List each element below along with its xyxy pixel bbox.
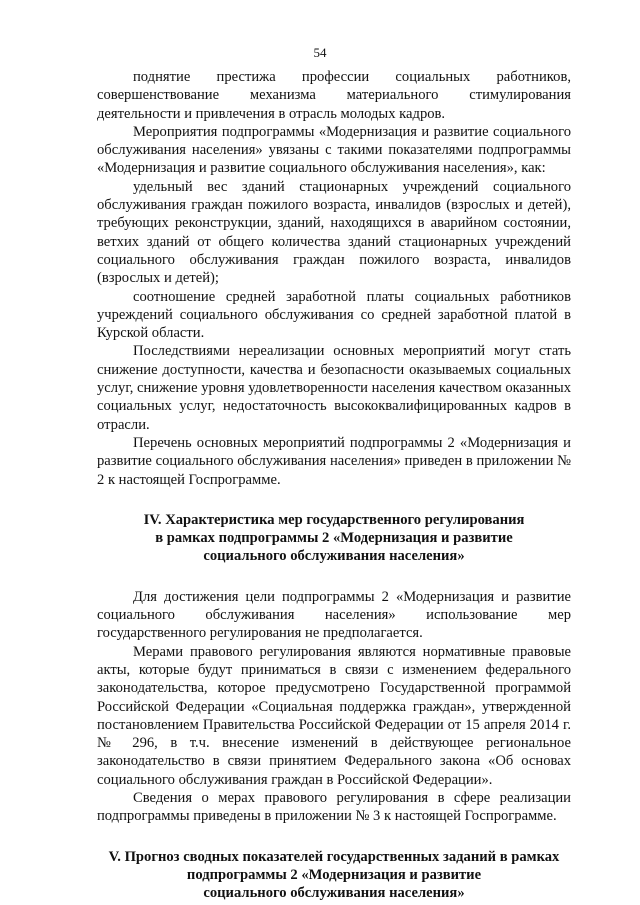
paragraph: Мероприятия подпрограммы «Модернизация и развитие социального обслуживания населения» увязаны с такими показателями подпрограммы «Модернизация и развитие социального обслуживания населения», как:	[97, 123, 571, 177]
heading-line: социального обслуживания населения»	[203, 548, 465, 565]
paragraph: Мерами правового регулирования являются нормативные правовые акты, которые будут приниматься в связи с изменением федерального законодательства, которое предусмотрено Государственной программой Российской Федерации «Социальная поддержка граждан», утвержденной постановлением Правительства Российской Федерации от 15 апреля 2014 г. № 296, в т.ч. внесение изменений в действующее региональное законодательство в связи принятием Федерального закона «Об основах социального обслуживания граждан в Российской Федерации».	[97, 643, 571, 788]
section-heading-iv	[97, 511, 571, 566]
page-content	[97, 68, 571, 902]
paragraph: Для достижения цели подпрограммы 2 «Модернизация и развитие социального обслуживания населения» использование мер государственного регулирования не предполагается.	[97, 588, 571, 642]
paragraph: соотношение средней заработной платы социальных работников учреждений социального обслуживания со средней заработной платой в Курской области.	[97, 288, 571, 342]
heading-line: V. Прогноз сводных показателей государственных заданий в рамках	[108, 848, 560, 865]
heading-line: в рамках подпрограммы 2 «Модернизация и развитие	[155, 530, 513, 547]
paragraph: поднятие престижа профессии социальных работников, совершенствование механизма материального стимулирования деятельности и привлечения в отрасль молодых кадров.	[97, 69, 571, 122]
page-number: 54	[313, 45, 327, 60]
paragraph: удельный вес зданий стационарных учреждений социального обслуживания граждан пожилого возраста, инвалидов (взрослых и детей), требующих реконструкции, зданий, находящихся в аварийном состоянии, ветхих зданий от общего количества зданий стационарных учреждений социального обслуживания граждан пожилого возраста, инвалидов (взрослых и детей);	[97, 178, 571, 287]
heading-line: подпрограммы 2 «Модернизация и развитие	[186, 866, 482, 883]
paragraph: Перечень основных мероприятий подпрограммы 2 «Модернизация и развитие социального обслуживания населения» приведен в приложении № 2 к настоящей Госпрограмме.	[97, 434, 571, 488]
paragraph: Последствиями нереализации основных мероприятий могут стать снижение доступности, качества и безопасности оказываемых социальных услуг, снижение уровня удовлетворенности населения качеством оказанных социальных услуг, недостаточность высококвалифицированных кадров в отрасли.	[97, 343, 571, 433]
paragraph: Сведения о мерах правового регулирования в сфере реализации подпрограммы приведены в приложении № 3 к настоящей Госпрограмме.	[97, 789, 571, 825]
section-heading-v	[97, 848, 571, 903]
heading-line: IV. Характеристика мер государственного регулирования	[143, 511, 525, 528]
heading-line: социального обслуживания населения»	[203, 885, 465, 902]
